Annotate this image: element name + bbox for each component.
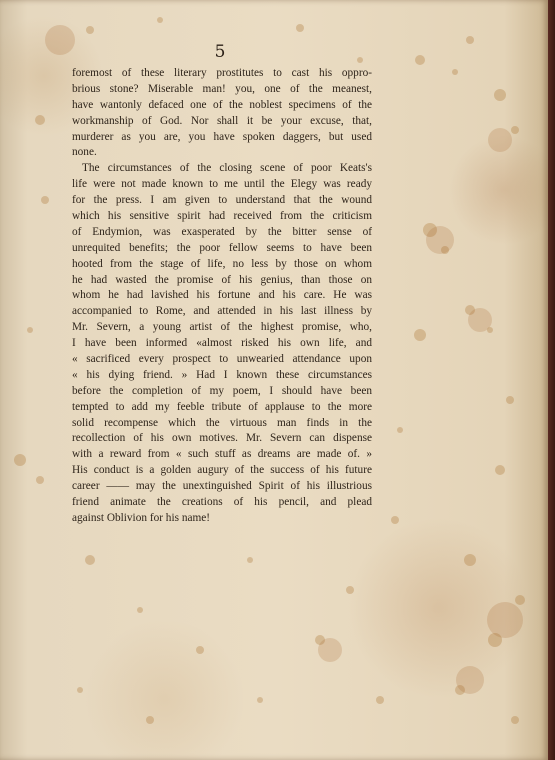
- text-line: he had wasted the promise of his genius, than those on: [72, 273, 372, 286]
- text-line: which his sensitive spirit had received from the criticism: [72, 210, 372, 223]
- text-line: against Oblivion for his name!: [72, 511, 211, 524]
- text-line: murderer as you are, you have spoken daggers, but used: [72, 130, 372, 143]
- text-line: friend animate the creations of his pencil, and plead: [72, 496, 372, 509]
- text-line: whom he had lavished his fortune and his care. He was: [72, 289, 372, 302]
- text-line: have wantonly defaced one of the noblest specimens of the: [72, 98, 372, 111]
- text-line: of Endymion, was exasperated by the bitter sense of: [72, 225, 372, 238]
- text-line: « his dying friend. » Had I known these circumstances: [72, 368, 372, 381]
- text-line: life were not made known to me until the Elegy was ready: [72, 178, 372, 191]
- text-line: for the press. I am given to understand that the wound: [72, 194, 372, 207]
- page-number: 5: [214, 42, 226, 62]
- text-line: before the completion of my poem, I should have been: [72, 384, 372, 397]
- paragraph-1: [72, 66, 372, 161]
- text-line: with a reward from « such stuff as dreams are made of. »: [72, 448, 372, 461]
- book-binding-edge: [548, 0, 555, 760]
- text-line: accompanied to Rome, and attended in his last illness by: [72, 305, 372, 318]
- text-line: none.: [72, 146, 97, 159]
- text-line: solid recompense which the virtuous man finds in the: [72, 416, 372, 429]
- text-line: foremost of these literary prostitutes to cast his oppro-: [72, 67, 372, 79]
- body-text: [72, 66, 372, 527]
- text-line: I have been informed «almost risked his own life, and: [72, 337, 372, 350]
- text-line: unrequited benefits; the poor fellow seems to have been: [72, 241, 372, 254]
- text-line: hooted from the stage of life, no less by those on whom: [72, 257, 372, 270]
- text-line: brious stone? Miserable man! you, one of the meanest,: [72, 82, 372, 95]
- text-line: His conduct is a golden augury of the success of his future: [72, 464, 372, 477]
- text-line: career —— may the unextinguished Spirit of his illustrious: [72, 480, 372, 493]
- text-line: workmanship of God. Nor shall it be your excuse, that,: [72, 114, 372, 127]
- text-line: « sacrificed every prospect to unwearied attendance upon: [72, 353, 372, 366]
- text-line: Mr. Severn, a young artist of the highest promise, who,: [72, 321, 372, 334]
- text-line: tempted to add my feeble tribute of applause to the more: [72, 400, 372, 413]
- text-line: The circumstances of the closing scene of poor Keats's: [82, 162, 372, 175]
- paragraph-2: [72, 161, 372, 526]
- text-line: recollection of his own motives. Mr. Severn can dispense: [72, 432, 372, 445]
